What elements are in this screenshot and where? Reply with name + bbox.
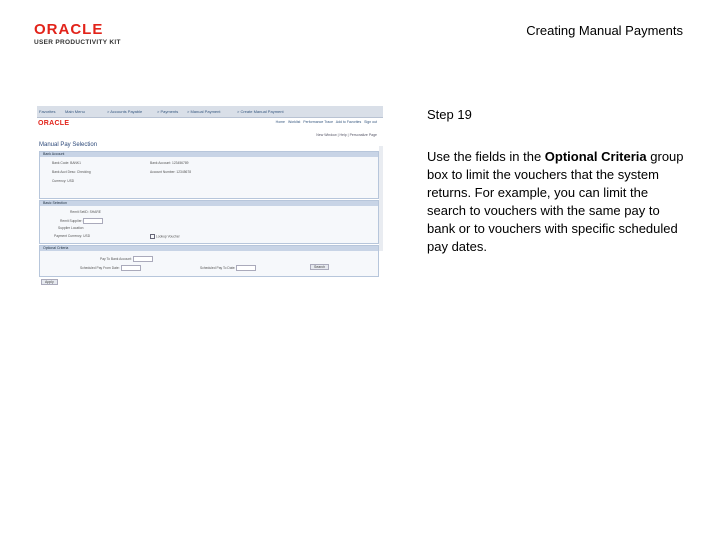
bank-account-group [39,151,379,199]
field-label: Scheduled Pay To Date: [200,265,236,270]
remit-supplier-input[interactable] [83,218,103,224]
field: Bank Account: 123456789 [150,161,189,165]
add-favorites-link[interactable]: Add to Favorites [335,120,362,124]
app-header-links [276,120,377,124]
search-button[interactable]: Search [310,264,329,270]
lookup-voucher-checkbox[interactable] [150,234,180,239]
nav-item[interactable]: Main Menu [65,109,85,114]
field-label: Scheduled Pay From Date: [80,265,120,270]
app-page-title: Manual Pay Selection [39,142,98,148]
nav-item[interactable]: > Accounts Payable [107,109,143,114]
basic-selection-group [39,200,379,244]
pay-to-bank-field[interactable] [100,256,153,262]
field[interactable]: Payment Currency: USD [54,234,91,238]
pay-to-date-input[interactable] [236,265,256,271]
apply-button[interactable]: Apply [41,279,58,285]
nav-item[interactable]: > Payments [157,109,179,114]
pay-from-date-field[interactable] [80,265,141,271]
field: Bank Code: BANK1 [52,161,81,165]
logo-subtitle: USER PRODUCTIVITY KIT [34,39,121,46]
worklist-link[interactable]: Worklist [287,120,301,124]
nav-item[interactable]: > Create Manual Payment [237,109,284,114]
pay-to-date-field[interactable] [200,265,256,271]
logo-brand: ORACLE [34,21,104,38]
field: Bank Acct Desc: Checking [52,170,91,174]
field: Currency: USD [52,179,75,183]
nav-item[interactable]: > Manual Payment [187,109,221,114]
step-text-end: group box to limit the vouchers that the system returns. For example, you can limit the search to vouchers with the same pay to bank or to vouchers with specific scheduled pay dates. [427,149,684,254]
group-header: Basic Selection [40,201,378,206]
pay-to-bank-input[interactable] [133,256,153,262]
home-link[interactable]: Home [275,120,286,124]
pay-from-date-input[interactable] [121,265,141,271]
step-text-start: Use the fields in the [427,149,545,164]
field: Account Number: 12345678 [150,170,192,174]
step-heading: Step 19 [427,107,472,122]
step-text-emphasis: Optional Criteria [544,149,647,164]
application-screenshot [37,106,383,291]
field[interactable]: Supplier Location [58,226,84,230]
optional-criteria-group [39,245,379,277]
field[interactable]: Remit SetID: SHARE [70,210,101,214]
step-instructions [427,148,685,256]
checkbox-label: Lookup Voucher [155,234,180,239]
page-links[interactable]: New Window | Help | Personalize Page [316,133,377,137]
remit-supplier-field[interactable] [60,218,103,224]
group-header: Bank Account [40,152,378,157]
oracle-upk-logo [34,22,130,46]
sign-out-link[interactable]: Sign out [364,120,377,124]
checkbox[interactable] [150,234,155,239]
group-header: Optional Criteria [40,246,378,251]
app-brand: ORACLE [38,120,70,127]
field-label: Pay To Bank Account: [100,256,133,261]
performance-trace-link[interactable]: Performance Trace [303,120,334,124]
document-title: Creating Manual Payments [526,23,683,38]
nav-item[interactable]: Favorites [39,109,56,114]
field-label: Remit Supplier: [60,218,83,223]
scrollbar[interactable] [379,146,383,251]
app-nav-bar [37,106,383,118]
